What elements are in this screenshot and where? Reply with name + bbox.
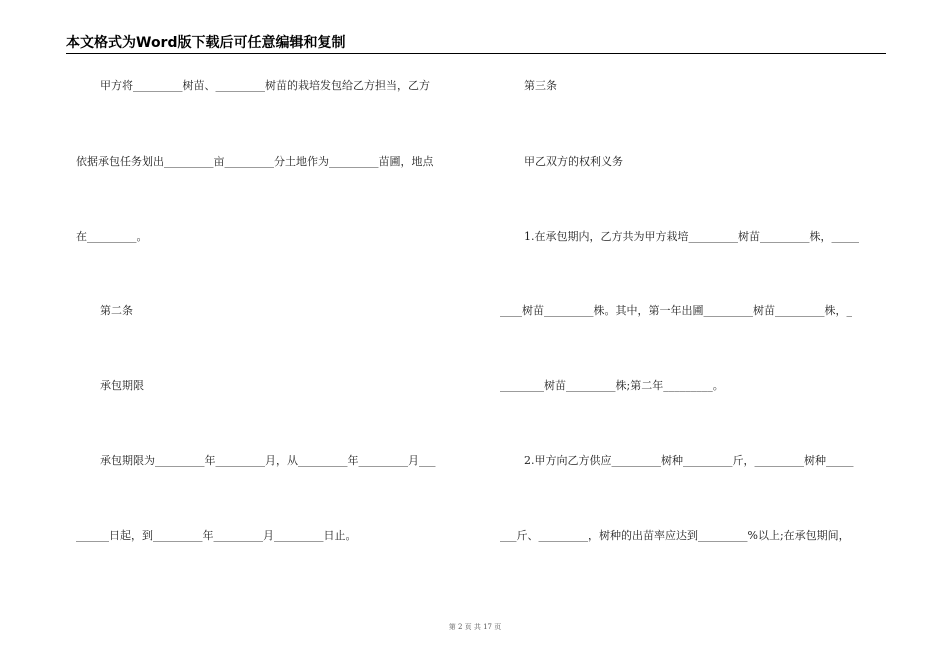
section-title: 承包期限: [100, 379, 144, 392]
document-header: [66, 35, 886, 54]
section-heading: 第二条: [100, 304, 133, 317]
page-footer: 第 2 页 共 17 页: [448, 623, 502, 631]
paragraph-line: ________树苗_________株;第二年_________。: [500, 379, 724, 392]
paragraph-line: 2.甲方向乙方供应_________树种_________斤，_________树种_____: [524, 454, 854, 467]
paragraph-line: ___斤、_________，树种的出苗率应达到_________%以上;在承包期间，: [500, 529, 850, 542]
paragraph-line: 在_________。: [76, 230, 148, 243]
paragraph-line: 承包期限为_________年_________月，从_________年_________月___: [100, 454, 436, 467]
paragraph-line: 依据承包任务划出_________亩_________分土地作为_________苗圃，地点: [76, 155, 434, 168]
header-title: 本文格式为Word版下载后可任意编辑和复制: [66, 35, 346, 51]
paragraph-line: 甲方将_________树苗、_________树苗的栽培发包给乙方担当，乙方: [100, 79, 430, 92]
paragraph-line: ____树苗_________株。其中，第一年出圃_________树苗_________株，_: [500, 304, 852, 317]
section-title: 甲乙双方的权利义务: [524, 155, 623, 168]
paragraph-line: ______日起，到_________年_________月_________日止。: [76, 529, 357, 542]
paragraph-line: 1.在承包期内，乙方共为甲方栽培_________树苗_________株，_____: [524, 230, 859, 243]
section-heading: 第三条: [524, 79, 557, 92]
